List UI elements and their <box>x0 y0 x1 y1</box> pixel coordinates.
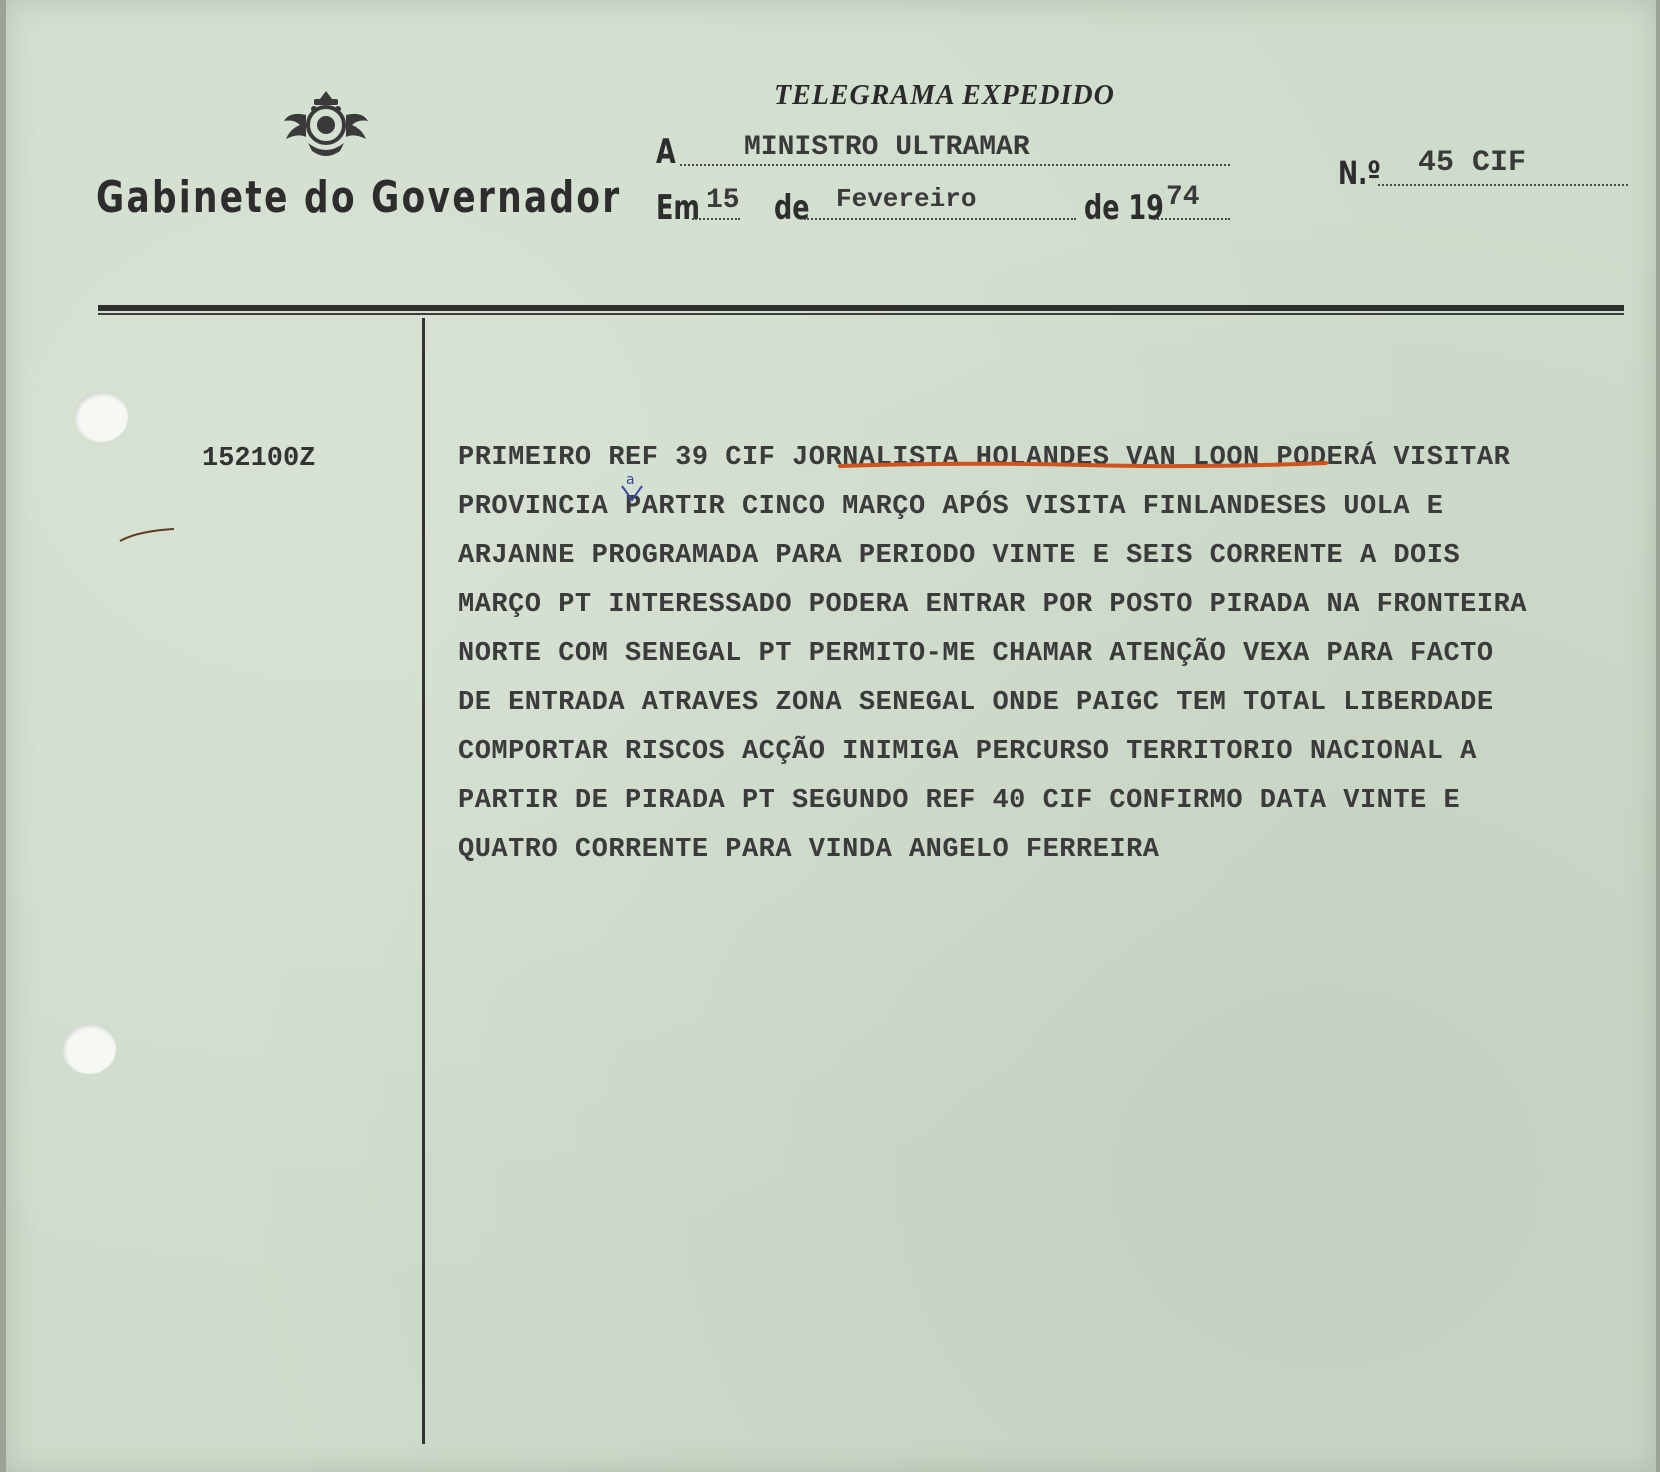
punch-hole-top <box>74 392 128 442</box>
message-line: MARÇO PT INTERESSADO PODERA ENTRAR POR POSTO PIRADA NA FRONTEIRA <box>458 590 1527 620</box>
date-prefix-label: Em <box>656 188 700 228</box>
date-month: Fevereiro <box>836 184 977 214</box>
column-divider <box>422 318 425 1444</box>
month-line <box>804 218 1076 220</box>
message-line: ARJANNE PROGRAMADA PARA PERIODO VINTE E SEIS CORRENTE A DOIS <box>458 541 1461 571</box>
telegram-sheet <box>6 0 1656 1472</box>
message-line: NORTE COM SENEGAL PT PERMITO-ME CHAMAR ATENÇÃO VEXA PARA FACTO <box>458 639 1494 669</box>
document-type-heading: TELEGRAMA EXPEDIDO <box>774 80 1115 111</box>
year-label: de 19 <box>1084 188 1164 228</box>
recipient-value: MINISTRO ULTRAMAR <box>744 132 1030 163</box>
message-line: COMPORTAR RISCOS ACÇÃO INIMIGA PERCURSO TERRITORIO NACIONAL A <box>458 737 1477 767</box>
office-title: Gabinete do Governador <box>96 172 622 223</box>
year-line <box>1154 218 1230 220</box>
message-line: DE ENTRADA ATRAVES ZONA SENEGAL ONDE PAIGC TEM TOTAL LIBERDADE <box>458 688 1494 718</box>
date-time-group: 152100Z <box>202 444 316 474</box>
red-underline-annotation <box>838 460 1328 470</box>
pen-tick-mark <box>118 525 178 545</box>
header-rule-thin <box>98 313 1624 315</box>
number-label: N.º <box>1338 154 1381 192</box>
coat-of-arms-icon <box>276 85 376 165</box>
insert-annotation-text: a <box>626 472 635 488</box>
message-line: PARTIR DE PIRADA PT SEGUNDO REF 40 CIF CONFIRMO DATA VINTE E <box>458 786 1461 816</box>
month-de-label: de <box>774 188 810 228</box>
day-line <box>692 218 740 220</box>
message-line: PROVINCIA PARTIR CINCO MARÇO APÓS VISITA FINLANDESES UOLA E <box>458 492 1444 522</box>
telegram-number: 45 CIF <box>1418 146 1527 180</box>
punch-hole-bottom <box>62 1024 116 1074</box>
insert-caret-annotation <box>618 472 648 502</box>
date-day: 15 <box>706 185 740 216</box>
message-line: QUATRO CORRENTE PARA VINDA ANGELO FERREIRA <box>458 835 1160 865</box>
message-line: PRIMEIRO REF 39 CIF JORNALISTA HOLANDES VAN LOON PODERÁ VISITAR <box>458 443 1511 473</box>
header-rule <box>98 305 1624 311</box>
recipient-line <box>680 164 1230 166</box>
date-year: 74 <box>1166 182 1200 213</box>
recipient-label: A <box>656 132 676 172</box>
number-line <box>1378 184 1628 186</box>
